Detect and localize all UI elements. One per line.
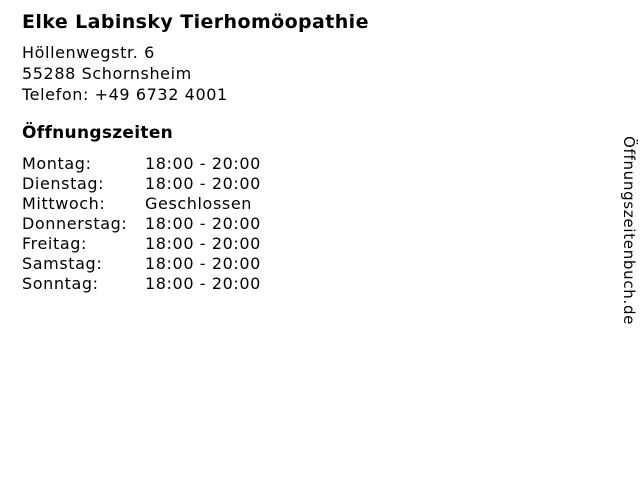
day-label: Freitag: <box>22 234 87 253</box>
watermark-brand-text: Öffnungszeitenbuch.de <box>620 136 638 326</box>
day-label: Sonntag: <box>22 274 99 293</box>
hours-row <box>22 214 261 234</box>
hours-row <box>22 274 261 294</box>
time-value: Geschlossen <box>145 194 253 213</box>
hours-row <box>22 254 261 274</box>
hours-section-heading: Öffnungszeiten <box>22 123 174 143</box>
address-street: Höllenwegstr. 6 <box>22 43 155 62</box>
time-value: 18:00 - 20:00 <box>145 154 261 173</box>
time-value: 18:00 - 20:00 <box>145 214 261 233</box>
day-label: Samstag: <box>22 254 103 273</box>
time-value: 18:00 - 20:00 <box>145 174 261 193</box>
time-value: 18:00 - 20:00 <box>145 274 261 293</box>
page-title: Elke Labinsky Tierhomöopathie <box>22 11 369 33</box>
day-label: Dienstag: <box>22 174 105 193</box>
day-label: Mittwoch: <box>22 194 106 213</box>
time-value: 18:00 - 20:00 <box>145 254 261 273</box>
day-label: Donnerstag: <box>22 214 128 233</box>
day-label: Montag: <box>22 154 92 173</box>
hours-table <box>22 154 261 294</box>
hours-row <box>22 234 261 254</box>
time-value: 18:00 - 20:00 <box>145 234 261 253</box>
phone-number: Telefon: +49 6732 4001 <box>22 85 228 104</box>
address-block <box>22 42 228 105</box>
hours-row <box>22 194 261 214</box>
address-city: 55288 Schornsheim <box>22 64 192 83</box>
hours-row <box>22 174 261 194</box>
hours-row <box>22 154 261 174</box>
